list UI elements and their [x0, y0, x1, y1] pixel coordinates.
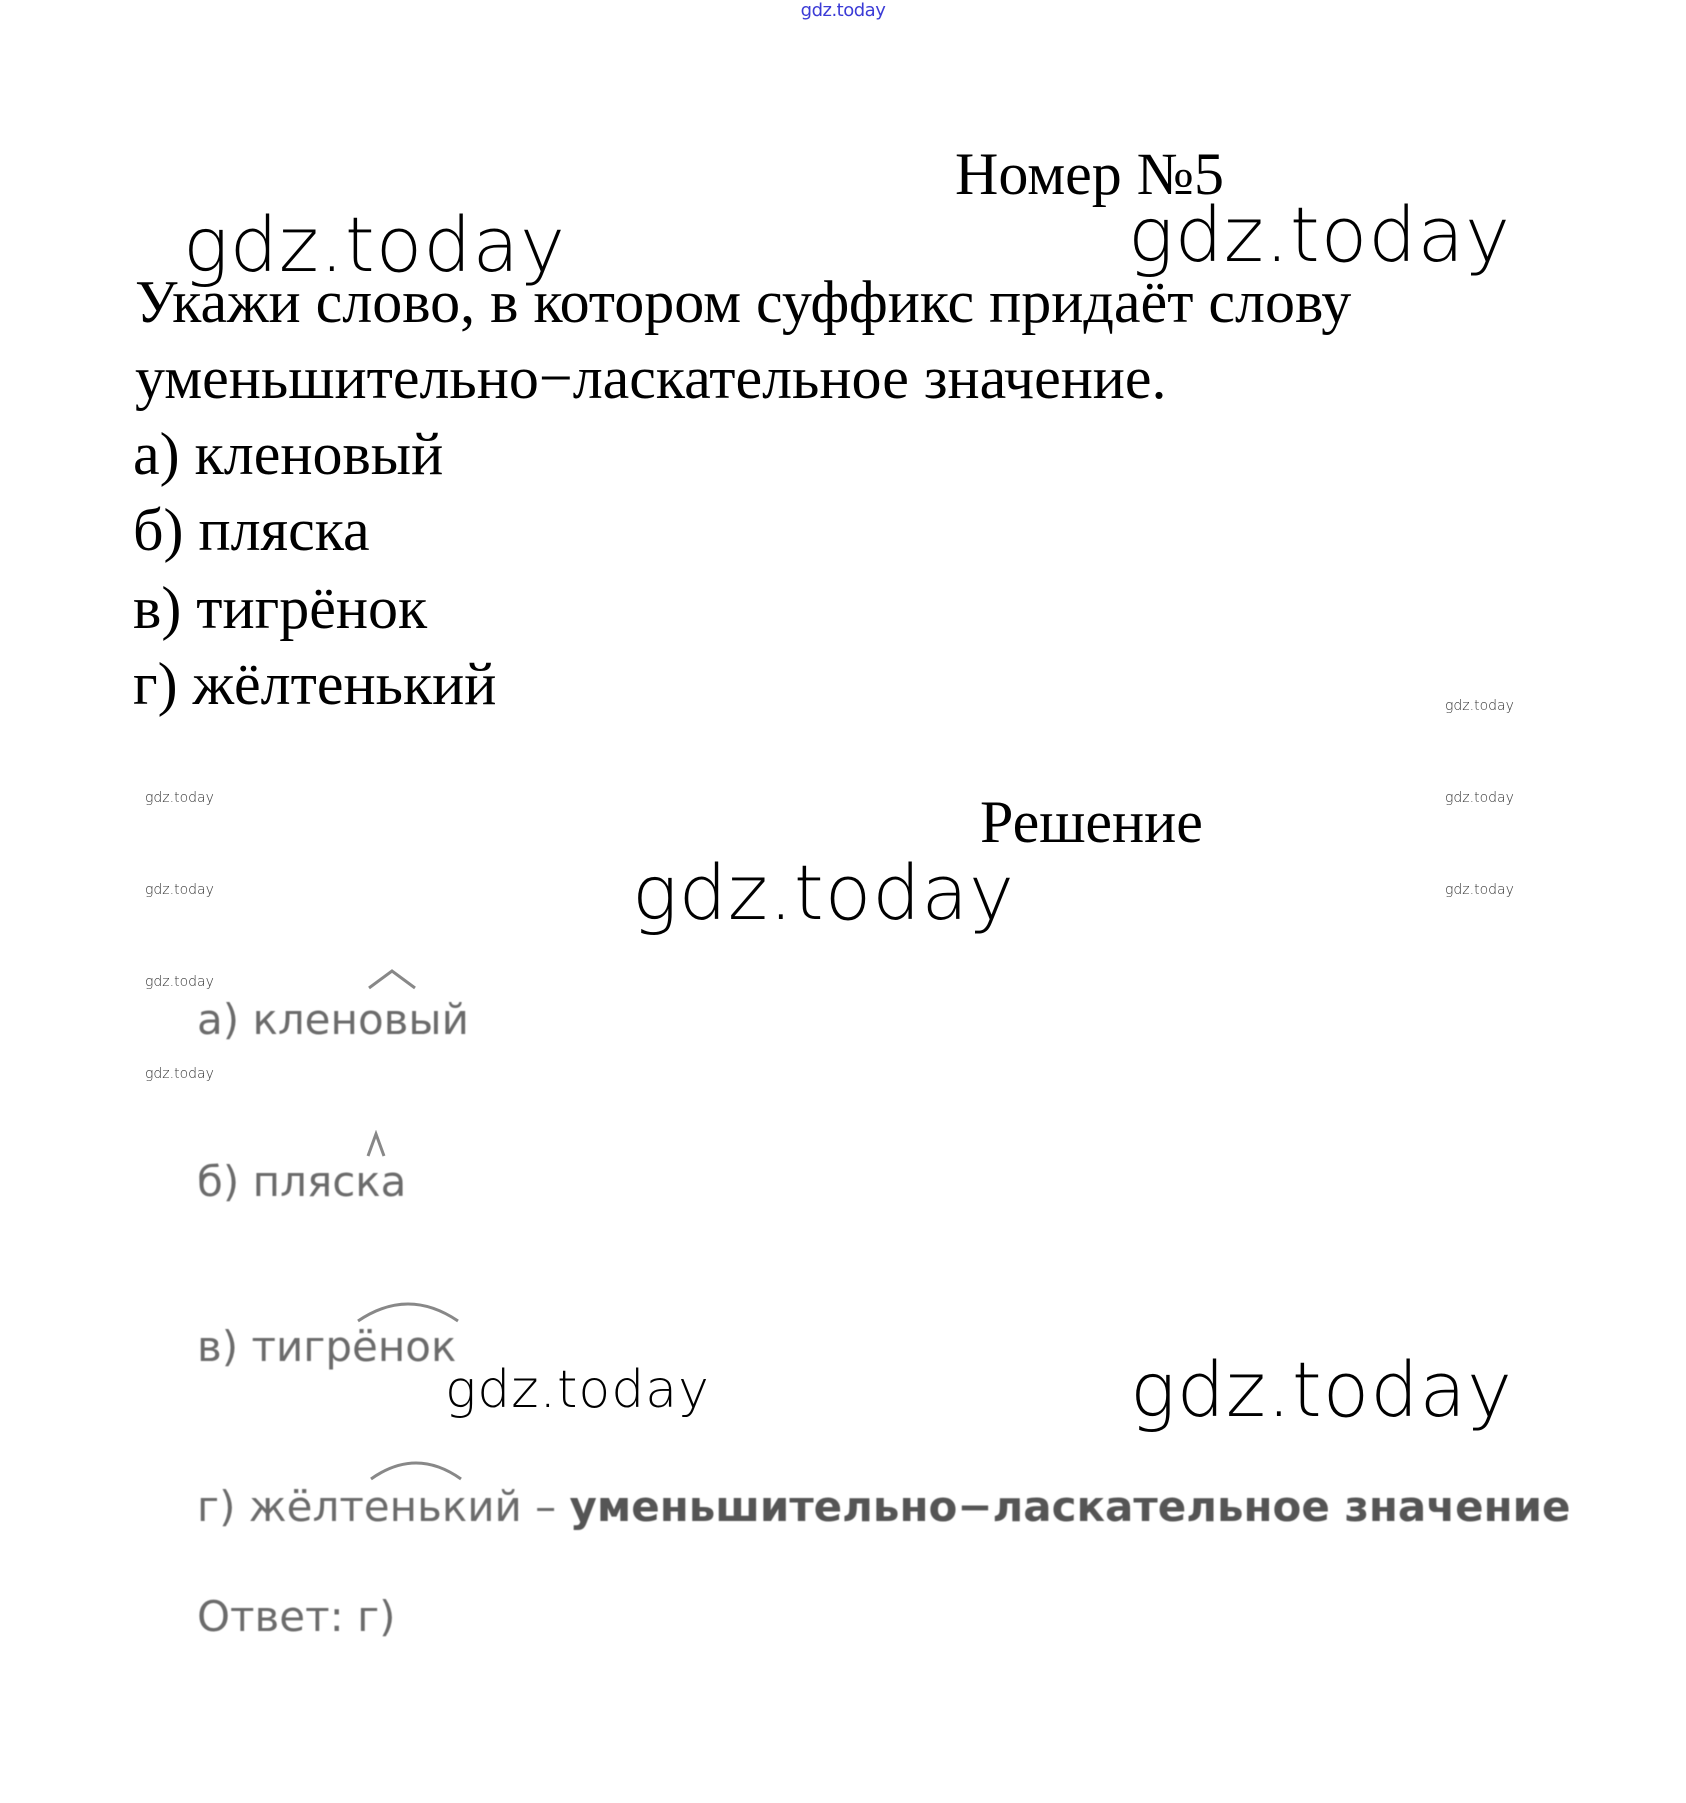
watermark: gdz.today [632, 848, 1015, 937]
watermark-small: gdz.today [145, 974, 214, 990]
watermark: gdz.today [1130, 1345, 1513, 1434]
watermark: gdz.today [445, 1360, 710, 1420]
watermark-small: gdz.today [145, 1066, 214, 1082]
watermark-small: gdz.today [145, 882, 214, 898]
watermark-small: gdz.today [1445, 882, 1514, 898]
solution-item-g-explanation: уменьшительно−ласкательное значение [569, 1482, 1571, 1531]
task-text-line-1: Укажи слово, в котором суффикс придаёт слову [135, 269, 1352, 335]
solution-item-v: в) тигрёнок [197, 1322, 457, 1371]
option-a: а) кленовый [133, 421, 444, 487]
watermark: gdz.today [183, 200, 566, 289]
solution-title: Решение [980, 789, 1203, 855]
option-v: в) тигрёнок [133, 575, 428, 641]
watermark-small: gdz.today [1445, 698, 1514, 714]
site-link[interactable]: gdz.today [800, 0, 886, 21]
solution-item-a: а) кленовый [197, 995, 469, 1044]
solution-item-g [197, 1482, 1571, 1531]
watermark: gdz.today [1128, 190, 1511, 279]
watermark-small: gdz.today [145, 790, 214, 806]
task-title: Номер №5 [955, 141, 1225, 207]
answer: Ответ: г) [197, 1592, 396, 1641]
watermark-small: gdz.today [1445, 790, 1514, 806]
option-b: б) пляска [133, 497, 370, 563]
solution-item-b: б) пляска [197, 1157, 407, 1206]
solution-item-g-dash: – [521, 1482, 570, 1531]
solution-item-g-word: г) жёлтенький [197, 1482, 522, 1531]
task-text-line-2: уменьшительно−ласкательное значение. [135, 345, 1167, 411]
option-g: г) жёлтенький [133, 651, 497, 717]
